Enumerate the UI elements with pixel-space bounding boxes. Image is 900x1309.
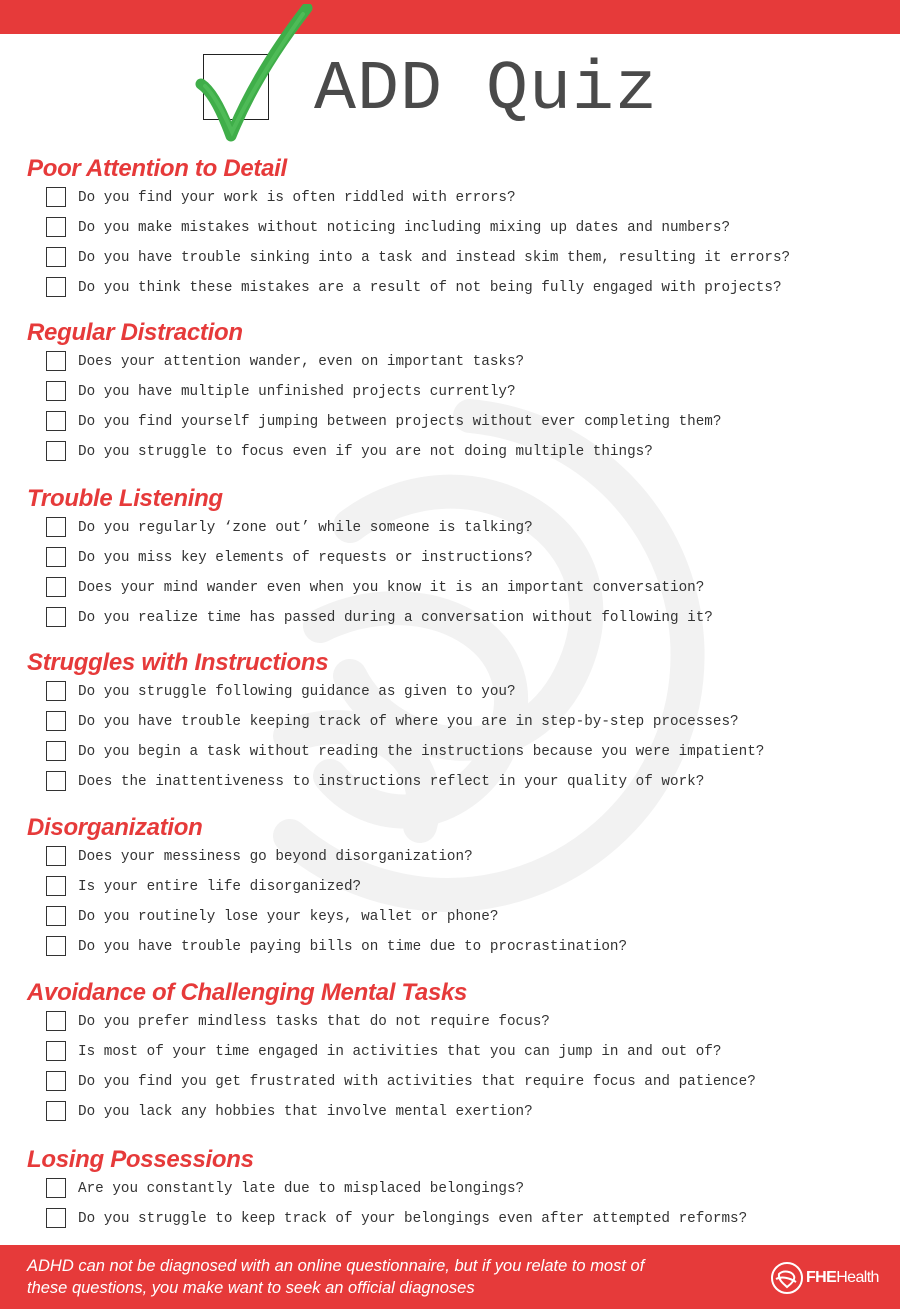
question-item [46, 1011, 886, 1033]
question-checkbox[interactable] [46, 711, 66, 731]
question-text: Does your messiness go beyond disorganization? [78, 849, 473, 865]
question-item [46, 741, 886, 763]
question-item [46, 906, 886, 928]
question-item [46, 607, 886, 629]
question-item [46, 936, 886, 958]
question-checkbox[interactable] [46, 771, 66, 791]
question-item [46, 577, 886, 599]
question-checkbox[interactable] [46, 247, 66, 267]
question-text: Do you routinely lose your keys, wallet or phone? [78, 909, 499, 925]
question-text: Do you find your work is often riddled with errors? [78, 190, 516, 206]
top-bar [0, 0, 900, 34]
question-text: Do you find you get frustrated with activities that require focus and patience? [78, 1074, 756, 1090]
question-item [46, 351, 886, 373]
logo-text [806, 1269, 879, 1287]
question-checkbox[interactable] [46, 351, 66, 371]
question-checkbox[interactable] [46, 217, 66, 237]
question-item [46, 411, 886, 433]
section-heading: Poor Attention to Detail [27, 155, 287, 182]
section-heading: Struggles with Instructions [27, 649, 329, 676]
section-heading: Regular Distraction [27, 319, 243, 346]
question-checkbox[interactable] [46, 1101, 66, 1121]
question-text: Do you have trouble keeping track of where you are in step-by-step processes? [78, 714, 739, 730]
question-text: Is most of your time engaged in activities that you can jump in and out of? [78, 1044, 722, 1060]
question-checkbox[interactable] [46, 607, 66, 627]
question-item [46, 547, 886, 569]
question-item [46, 217, 886, 239]
question-item [46, 1208, 886, 1230]
header [0, 34, 900, 144]
question-text: Are you constantly late due to misplaced belongings? [78, 1181, 525, 1197]
question-item [46, 1071, 886, 1093]
disclaimer-line-1: ADHD can not be diagnosed with an online questionnaire, but if you relate to most of [27, 1257, 645, 1275]
question-checkbox[interactable] [46, 1011, 66, 1031]
question-item [46, 876, 886, 898]
question-item [46, 517, 886, 539]
question-checkbox[interactable] [46, 517, 66, 537]
question-item [46, 441, 886, 463]
question-text: Do you have trouble paying bills on time due to procrastination? [78, 939, 628, 955]
page-title: ADD Quiz [314, 51, 659, 130]
question-checkbox[interactable] [46, 277, 66, 297]
question-item [46, 277, 886, 299]
question-text: Do you regularly ‘zone out’ while someone is talking? [78, 520, 533, 536]
question-text: Do you begin a task without reading the instructions because you were impatient? [78, 744, 765, 760]
question-text: Do you struggle following guidance as given to you? [78, 684, 516, 700]
footer [0, 1245, 900, 1309]
question-text: Does your mind wander even when you know it is an important conversation? [78, 580, 705, 596]
question-checkbox[interactable] [46, 547, 66, 567]
question-text: Do you find yourself jumping between projects without ever completing them? [78, 414, 722, 430]
question-text: Is your entire life disorganized? [78, 879, 362, 895]
question-text: Do you struggle to focus even if you are not doing multiple things? [78, 444, 653, 460]
question-item [46, 771, 886, 793]
question-text: Does your attention wander, even on important tasks? [78, 354, 525, 370]
question-checkbox[interactable] [46, 411, 66, 431]
section-heading: Disorganization [27, 814, 203, 841]
section-heading: Trouble Listening [27, 485, 223, 512]
question-item [46, 187, 886, 209]
question-checkbox[interactable] [46, 1208, 66, 1228]
question-checkbox[interactable] [46, 936, 66, 956]
question-checkbox[interactable] [46, 577, 66, 597]
question-item [46, 1041, 886, 1063]
question-text: Do you prefer mindless tasks that do not require focus? [78, 1014, 550, 1030]
checkmark-icon [195, 4, 315, 144]
fhe-heart-icon [770, 1262, 804, 1294]
question-text: Does the inattentiveness to instructions reflect in your quality of work? [78, 774, 705, 790]
question-checkbox[interactable] [46, 1071, 66, 1091]
fhe-health-logo [770, 1262, 890, 1294]
question-text: Do you lack any hobbies that involve mental exertion? [78, 1104, 533, 1120]
question-item [46, 846, 886, 868]
logo-text-regular: Health [836, 1269, 879, 1286]
question-item [46, 247, 886, 269]
disclaimer-text [27, 1255, 747, 1299]
question-checkbox[interactable] [46, 906, 66, 926]
logo-text-bold: FHE [806, 1269, 837, 1286]
disclaimer-line-2: these questions, you make want to seek an official diagnoses [27, 1279, 475, 1297]
question-text: Do you realize time has passed during a conversation without following it? [78, 610, 713, 626]
section-heading: Losing Possessions [27, 1146, 254, 1173]
question-item [46, 1101, 886, 1123]
question-checkbox[interactable] [46, 876, 66, 896]
question-item [46, 1178, 886, 1200]
question-checkbox[interactable] [46, 381, 66, 401]
question-checkbox[interactable] [46, 741, 66, 761]
question-item [46, 711, 886, 733]
question-item [46, 681, 886, 703]
question-text: Do you have trouble sinking into a task and instead skim them, resulting it errors? [78, 250, 791, 266]
question-text: Do you think these mistakes are a result of not being fully engaged with projects? [78, 280, 782, 296]
question-item [46, 381, 886, 403]
question-checkbox[interactable] [46, 846, 66, 866]
question-text: Do you struggle to keep track of your belongings even after attempted reforms? [78, 1211, 748, 1227]
section-heading: Avoidance of Challenging Mental Tasks [27, 979, 468, 1006]
question-checkbox[interactable] [46, 1041, 66, 1061]
question-checkbox[interactable] [46, 1178, 66, 1198]
question-checkbox[interactable] [46, 187, 66, 207]
question-checkbox[interactable] [46, 681, 66, 701]
question-text: Do you miss key elements of requests or instructions? [78, 550, 533, 566]
question-checkbox[interactable] [46, 441, 66, 461]
question-text: Do you have multiple unfinished projects currently? [78, 384, 516, 400]
question-text: Do you make mistakes without noticing including mixing up dates and numbers? [78, 220, 731, 236]
